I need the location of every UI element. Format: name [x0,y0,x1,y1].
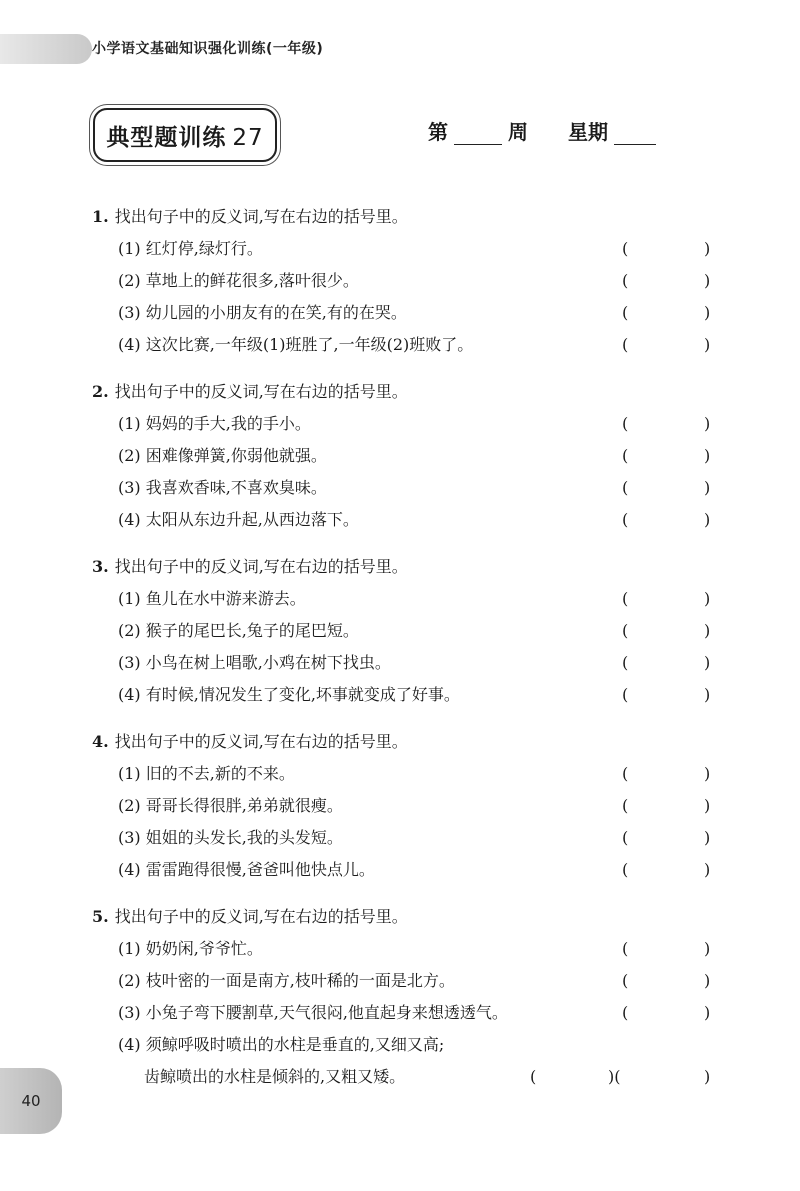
header-band [0,34,92,64]
answer-paren-open[interactable]: ( [622,621,629,640]
answer-paren-close: ) [704,1003,711,1022]
answer-paren-close: ) [704,446,711,465]
question-item: (4) 有时候,情况发生了变化,坏事就变成了好事。 ( ) [92,679,732,711]
question-2 [92,375,732,536]
week-label: 周 [508,120,528,144]
question-prompt: 1. 找出句子中的反义词,写在右边的括号里。 [92,207,408,226]
week-prefix: 第 [428,120,448,144]
exercise-title-label: 典型题训练 [106,124,227,151]
question-item: (2) 枝叶密的一面是南方,枝叶稀的一面是北方。 ( ) [92,965,732,997]
answer-paren-open[interactable]: ( [622,1003,629,1022]
answer-paren-close: ) [704,685,711,704]
question-prompt: 2. 找出句子中的反义词,写在右边的括号里。 [92,382,408,401]
question-item: (4) 雷雷跑得很慢,爸爸叫他快点儿。 ( ) [92,854,732,886]
answer-paren-close: ) [704,971,711,990]
question-item: (3) 我喜欢香味,不喜欢臭味。 ( ) [92,472,732,504]
answer-paren-close: ) [704,621,711,640]
answer-paren-open[interactable]: ( [622,478,629,497]
answer-paren-open[interactable]: ( [622,796,629,815]
answer-paren-open[interactable]: ( [622,589,629,608]
question-item: (3) 小鸟在树上唱歌,小鸡在树下找虫。 ( ) [92,647,732,679]
question-prompt: 5. 找出句子中的反义词,写在右边的括号里。 [92,907,408,926]
answer-paren-close: ) [704,478,711,497]
answer-paren-open[interactable]: ( [622,510,629,529]
question-item: (3) 姐姐的头发长,我的头发短。 ( ) [92,822,732,854]
question-item: (2) 猴子的尾巴长,兔子的尾巴短。 ( ) [92,615,732,647]
answer-paren-open[interactable]: ( [622,446,629,465]
answer-paren-open[interactable]: ( [622,971,629,990]
answer-paren-close: ) [704,764,711,783]
answer-paren-open[interactable]: ( [622,828,629,847]
page-number-tab [0,1068,62,1134]
book-title: 小学语文基础知识强化训练(一年级) [92,41,324,57]
answer-paren-open[interactable]: ( [622,685,629,704]
answer-paren-close: ) [704,939,711,958]
answer-paren-open[interactable]: ( [622,335,629,354]
answer-paren-close: ) [704,589,711,608]
answer-paren-close: ) [704,239,711,258]
answer-paren-close: )( [608,1067,621,1086]
answer-paren-close: ) [704,1067,711,1086]
answer-paren-close: ) [704,796,711,815]
question-item: (4) 这次比赛,一年级(1)班胜了,一年级(2)班败了。 ( ) [92,329,732,361]
week-blank[interactable] [454,122,502,145]
question-4 [92,725,732,886]
question-list [92,200,732,1107]
page-number: 40 [21,1092,41,1110]
question-item: (1) 奶奶闲,爷爷忙。 ( ) [92,933,732,965]
question-item: (1) 鱼儿在水中游来游去。 ( ) [92,583,732,615]
question-item: (3) 小兔子弯下腰割草,天气很闷,他直起身来想透透气。 ( ) [92,997,732,1029]
answer-paren-open[interactable]: ( [622,414,629,433]
exercise-title-box [93,108,277,162]
exercise-number: 27 [232,124,264,151]
answer-paren-close: ) [704,303,711,322]
question-item: (1) 旧的不去,新的不来。 ( ) [92,758,732,790]
question-item: (2) 困难像弹簧,你弱他就强。 ( ) [92,440,732,472]
question-3 [92,550,732,711]
answer-paren-close: ) [704,271,711,290]
day-blank[interactable] [614,122,656,145]
answer-paren-close: ) [704,510,711,529]
question-prompt: 3. 找出句子中的反义词,写在右边的括号里。 [92,557,408,576]
answer-paren-open[interactable]: ( [622,239,629,258]
question-item: (4) 太阳从东边升起,从西边落下。 ( ) [92,504,732,536]
day-label: 星期 [568,120,608,144]
question-5 [92,900,732,1093]
answer-paren-close: ) [704,335,711,354]
question-item-continuation: 齿鲸喷出的水柱是倾斜的,又粗又矮。 ( )( ) [92,1061,732,1093]
answer-paren-close: ) [704,828,711,847]
question-item: (1) 红灯停,绿灯行。 ( ) [92,233,732,265]
answer-paren-open[interactable]: ( [622,764,629,783]
question-item: (4) 须鲸呼吸时喷出的水柱是垂直的,又细又高; [118,1035,445,1054]
answer-paren-open[interactable]: ( [530,1067,537,1086]
answer-paren-close: ) [704,653,711,672]
exercise-title [106,119,263,152]
answer-paren-open[interactable]: ( [622,653,629,672]
question-item: (1) 妈妈的手大,我的手小。 ( ) [92,408,732,440]
answer-paren-open[interactable]: ( [622,303,629,322]
answer-paren-open[interactable]: ( [622,939,629,958]
question-prompt: 4. 找出句子中的反义词,写在右边的括号里。 [92,732,408,751]
question-item: (2) 草地上的鲜花很多,落叶很少。 ( ) [92,265,732,297]
question-item: (3) 幼儿园的小朋友有的在笑,有的在哭。 ( ) [92,297,732,329]
answer-paren-open[interactable]: ( [622,271,629,290]
question-1 [92,200,732,361]
question-item: (2) 哥哥长得很胖,弟弟就很瘦。 ( ) [92,790,732,822]
week-day-line [428,116,662,145]
answer-paren-close: ) [704,414,711,433]
answer-paren-open[interactable]: ( [622,860,629,879]
answer-paren-close: ) [704,860,711,879]
